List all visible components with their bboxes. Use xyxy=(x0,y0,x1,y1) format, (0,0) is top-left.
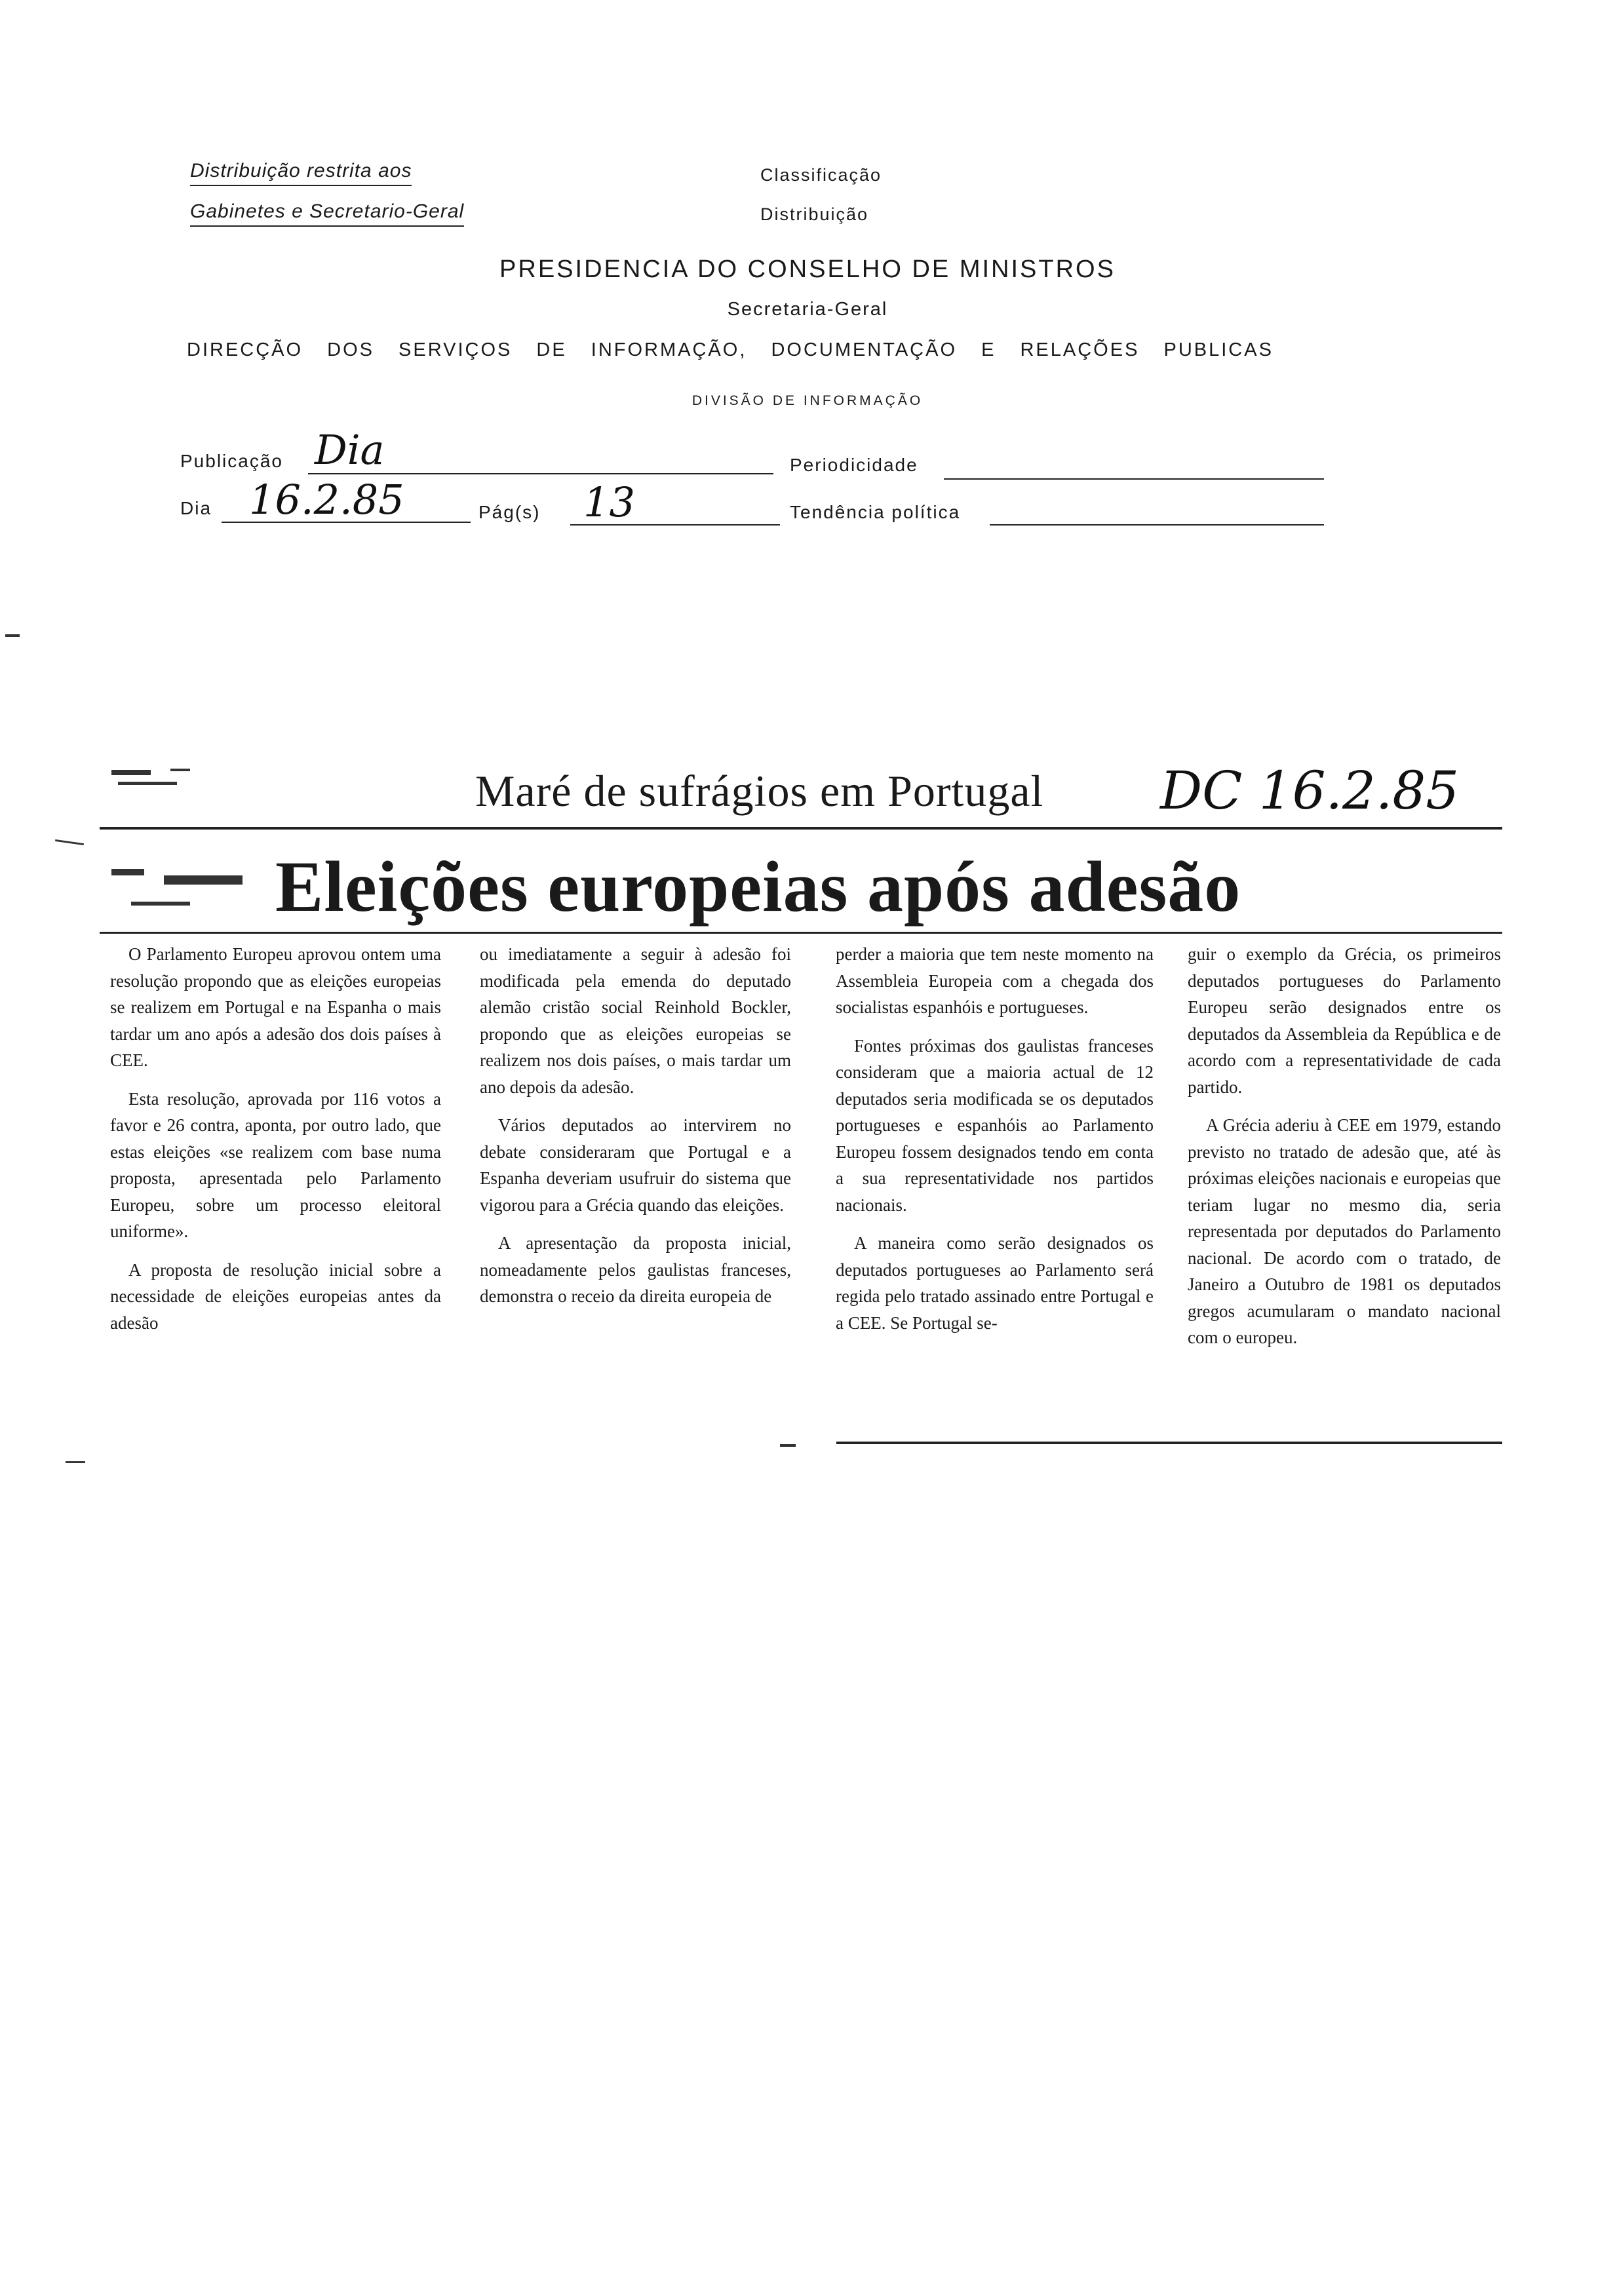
periodicidade-label: Periodicidade xyxy=(790,455,918,475)
tendencia-line xyxy=(990,524,1324,526)
column-4-paragraph-2: A Grécia aderiu à CEE em 1979, estando previsto no tratado de adesão que, até às próximas eleições nacionais e europeias que teriam lugar no mesmo dia, seria representada por deputados do Parlamento nacional. De acordo com o tratado, de Janeiro a Outubro de 1981 os deputados gregos acumularam o mandato nacional com o europeu. xyxy=(1188,1115,1501,1347)
scan-speck xyxy=(780,1444,796,1447)
article-column-4 xyxy=(1188,941,1501,1363)
kicker-noise xyxy=(98,763,190,790)
dia-line xyxy=(222,522,471,523)
article-kicker: Maré de sufrágios em Portugal xyxy=(475,766,1044,816)
article-column-2 xyxy=(480,941,791,1322)
pags-line xyxy=(570,524,780,526)
distribution-note-line1: Distribuição restrita aos xyxy=(190,160,412,186)
pags-handwritten-value: 13 xyxy=(583,478,635,526)
column-3-paragraph-3: A maneira como serão designados os deputados portugueses ao Parlamento será regida pelo tratado assinado entre Portugal e a CEE. Se Portugal se- xyxy=(836,1233,1154,1333)
article-end-rule xyxy=(836,1442,1502,1444)
kicker-rule xyxy=(100,827,1502,830)
dia-label: Dia xyxy=(180,498,212,518)
publicacao-handwritten-value: Dia xyxy=(315,426,385,474)
handwritten-reference: DC 16.2.85 xyxy=(1160,760,1460,821)
tendencia-label: Tendência política xyxy=(790,502,961,522)
column-1-paragraph-2: Esta resolução, aprovada por 116 votos a favor e 26 contra, aponta, por outro lado, que estas eleições «se realizem com base numa proposta, apresentada pelo Parlamento Europeu, sobre um processo eleitoral uniforme». xyxy=(110,1088,441,1241)
scan-speck xyxy=(5,634,20,637)
scan-speck xyxy=(55,839,84,845)
column-1-paragraph-3: A proposta de resolução inicial sobre a necessidade de eleições europeias antes da adesão xyxy=(110,1259,441,1333)
classificacao-label: Classificação xyxy=(760,165,882,185)
article-headline: Eleições europeias após adesão xyxy=(275,847,1241,927)
pags-label: Pág(s) xyxy=(478,502,541,522)
distribuicao-label: Distribuição xyxy=(760,204,869,224)
column-3-paragraph-2: Fontes próximas dos gaulistas franceses consideram que a maioria actual de 12 deputados seria modificada se os deputados portugueses e espanhóis ao Parlamento Europeu fossem designados tendo em conta a sua representatividade nos partidos nacionais. xyxy=(836,1035,1154,1215)
headline-rule xyxy=(100,932,1502,934)
division-name: DIVISÃO DE INFORMAÇÃO xyxy=(691,393,924,408)
scan-speck xyxy=(66,1461,85,1463)
column-1-paragraph-1: O Parlamento Europeu aprovou ontem uma resolução propondo que as eleições europeias se realizem em Portugal e na Espanha o mais tardar um ano após a adesão dos dois países à CEE. xyxy=(110,944,441,1070)
column-2-paragraph-3: A apresentação da proposta inicial, nomeadamente pelos gaulistas franceses, demonstra o receio da direita europeia de xyxy=(480,1233,791,1306)
column-4-paragraph-1: guir o exemplo da Grécia, os primeiros deputados portugueses do Parlamento Europeu serão designados entre os deputados da Assembleia da República e de acordo com a representatividade de cada partido. xyxy=(1188,944,1501,1097)
column-3-paragraph-1: perder a maioria que tem neste momento na Assembleia Europeia com a chegada dos socialistas espanhóis e portugueses. xyxy=(836,944,1154,1017)
dia-handwritten-value: 16.2.85 xyxy=(249,476,404,524)
office-subtitle: Secretaria-Geral xyxy=(727,299,888,320)
department-name: DIRECÇÃO DOS SERVIÇOS DE INFORMAÇÃO, DOCUMENTAÇÃO E RELAÇÕES PUBLICAS xyxy=(187,339,1274,360)
column-2-paragraph-2: Vários deputados ao intervirem no debate consideraram que Portugal e a Espanha deveriam usufruir do sistema que vigorou para a Grécia quando das eleições. xyxy=(480,1115,791,1215)
publicacao-line xyxy=(308,473,773,474)
office-title: PRESIDENCIA DO CONSELHO DE MINISTROS xyxy=(499,256,1116,283)
periodicidade-line xyxy=(944,478,1324,480)
publicacao-label: Publicação xyxy=(180,451,283,471)
headline-noise xyxy=(105,849,269,921)
column-2-paragraph-1: ou imediatamente a seguir à adesão foi modificada pela emenda do deputado alemão cristão social Reinhold Bockler, propondo que as eleições europeias se realizem nos dois países, o mais tardar um ano depois da adesão. xyxy=(480,944,791,1097)
distribution-note-line2: Gabinetes e Secretario-Geral xyxy=(190,201,464,227)
article-column-3 xyxy=(836,941,1154,1348)
article-column-1 xyxy=(110,941,441,1348)
